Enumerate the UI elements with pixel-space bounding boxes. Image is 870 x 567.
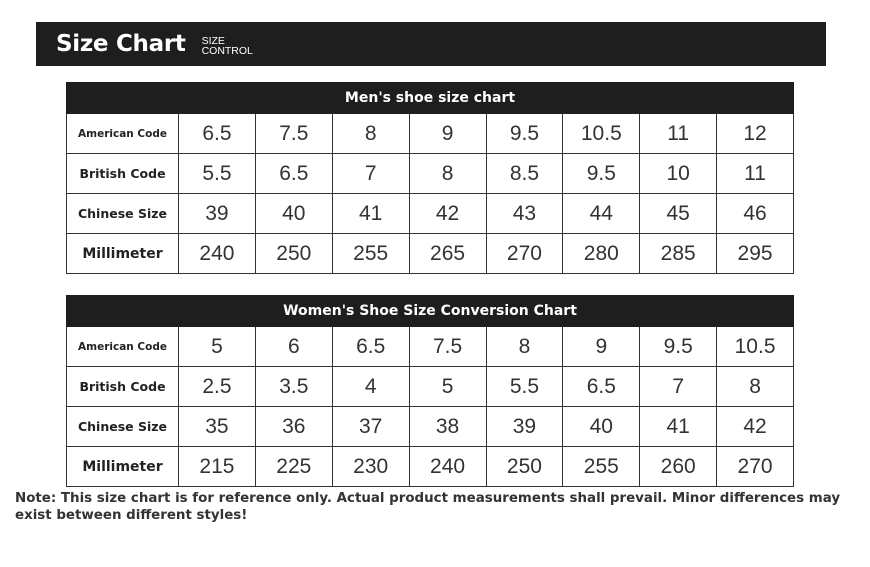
header-subtitle-line2: CONTROL	[201, 45, 253, 57]
table-cell: 10.5	[717, 327, 794, 367]
women-size-table	[66, 295, 794, 487]
table-cell: 44	[563, 194, 640, 234]
table-cell: 295	[717, 234, 794, 274]
table-cell: 37	[332, 407, 409, 447]
table-cell: 7	[332, 154, 409, 194]
men-size-table	[66, 82, 794, 274]
row-label: Millimeter	[67, 447, 179, 487]
table-cell: 5.5	[486, 367, 563, 407]
table-cell: 7.5	[255, 114, 332, 154]
table-cell: 6.5	[563, 367, 640, 407]
table-cell: 11	[640, 114, 717, 154]
table-cell: 46	[717, 194, 794, 234]
table-cell: 8	[486, 327, 563, 367]
table-row	[67, 114, 794, 154]
women-table-caption: Women's Shoe Size Conversion Chart	[67, 296, 794, 327]
table-cell: 10	[640, 154, 717, 194]
page-title: Size Chart	[56, 31, 186, 57]
table-cell: 3.5	[255, 367, 332, 407]
table-row	[67, 327, 794, 367]
table-row	[67, 234, 794, 274]
table-cell: 4	[332, 367, 409, 407]
table-cell: 39	[179, 194, 256, 234]
table-cell: 240	[409, 447, 486, 487]
table-cell: 41	[640, 407, 717, 447]
table-cell: 8	[332, 114, 409, 154]
table-row	[67, 154, 794, 194]
men-table-caption: Men's shoe size chart	[67, 83, 794, 114]
table-cell: 8	[409, 154, 486, 194]
table-cell: 41	[332, 194, 409, 234]
table-cell: 9.5	[563, 154, 640, 194]
table-cell: 45	[640, 194, 717, 234]
table-cell: 38	[409, 407, 486, 447]
table-cell: 225	[255, 447, 332, 487]
table-cell: 9.5	[640, 327, 717, 367]
table-cell: 265	[409, 234, 486, 274]
table-cell: 260	[640, 447, 717, 487]
header-subtitle-line1: SIZE	[201, 35, 225, 47]
table-cell: 2.5	[179, 367, 256, 407]
table-cell: 5	[179, 327, 256, 367]
table-cell: 42	[409, 194, 486, 234]
table-cell: 7.5	[409, 327, 486, 367]
row-label: Chinese Size	[67, 407, 179, 447]
table-cell: 255	[563, 447, 640, 487]
table-cell: 35	[179, 407, 256, 447]
table-cell: 250	[486, 447, 563, 487]
reference-note: Note: This size chart is for reference only. Actual product measurements shall prevail. Minor differences may exist between different styles!	[15, 491, 841, 523]
table-row	[67, 447, 794, 487]
table-cell: 270	[486, 234, 563, 274]
table-cell: 280	[563, 234, 640, 274]
table-cell: 5	[409, 367, 486, 407]
table-row	[67, 407, 794, 447]
table-cell: 6.5	[332, 327, 409, 367]
table-cell: 285	[640, 234, 717, 274]
table-cell: 10.5	[563, 114, 640, 154]
table-cell: 270	[717, 447, 794, 487]
table-cell: 9	[409, 114, 486, 154]
header-subtitle	[202, 36, 253, 56]
table-cell: 40	[255, 194, 332, 234]
row-label: British Code	[67, 367, 179, 407]
table-cell: 9	[563, 327, 640, 367]
table-cell: 43	[486, 194, 563, 234]
row-label: American Code	[67, 327, 179, 367]
table-cell: 8.5	[486, 154, 563, 194]
table-cell: 7	[640, 367, 717, 407]
table-row	[67, 367, 794, 407]
header-bar	[36, 22, 826, 66]
table-cell: 240	[179, 234, 256, 274]
table-cell: 11	[717, 154, 794, 194]
row-label: American Code	[67, 114, 179, 154]
table-cell: 255	[332, 234, 409, 274]
row-label: British Code	[67, 154, 179, 194]
table-cell: 250	[255, 234, 332, 274]
row-label: Chinese Size	[67, 194, 179, 234]
table-row	[67, 194, 794, 234]
table-cell: 39	[486, 407, 563, 447]
table-cell: 6.5	[255, 154, 332, 194]
table-cell: 36	[255, 407, 332, 447]
table-cell: 12	[717, 114, 794, 154]
table-cell: 8	[717, 367, 794, 407]
table-cell: 5.5	[179, 154, 256, 194]
table-cell: 40	[563, 407, 640, 447]
table-cell: 9.5	[486, 114, 563, 154]
row-label: Millimeter	[67, 234, 179, 274]
table-cell: 6.5	[179, 114, 256, 154]
table-cell: 42	[717, 407, 794, 447]
table-cell: 230	[332, 447, 409, 487]
table-cell: 215	[179, 447, 256, 487]
table-cell: 6	[255, 327, 332, 367]
